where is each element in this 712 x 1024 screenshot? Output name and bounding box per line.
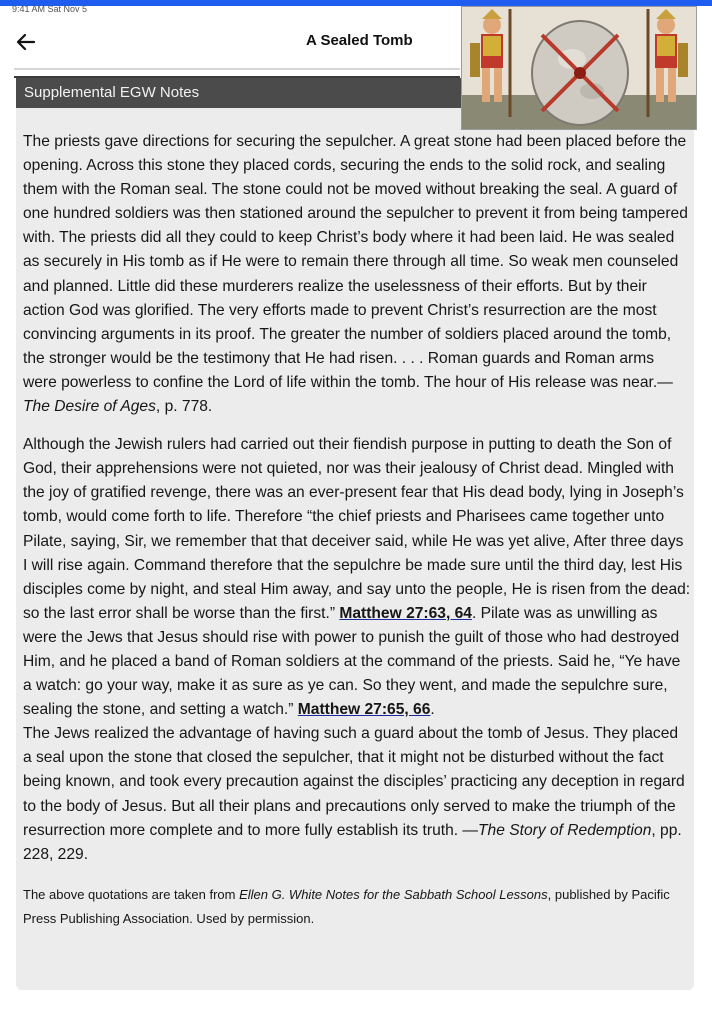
scripture-link[interactable]: Matthew 27:65, 66: [297, 701, 431, 719]
source-page: , pp. 228, 229.: [23, 821, 682, 863]
scripture-link[interactable]: Matthew 27:63, 64: [339, 604, 472, 622]
source-title: The Story of Redemption: [478, 821, 652, 839]
paragraph: [23, 130, 691, 419]
paragraph-text: The priests gave directions for securing the sepulcher. A great stone had been placed before the opening. Across this stone they placed cords, securing the ends to the solid rock, and sealing them with the Roman seal. The stone could not be moved without breaking the seal. A guard of one hundred soldiers was then stationed around the sepulcher to prevent it from being tampered with. The priests did all they could to keep Christ’s body where it had been laid. He was sealed as securely in His tomb as if He were to remain there through all time. So weak men counseled and planned. Little did these murderers realize the uselessness of their efforts. But by their action God was glorified. The very efforts made to prevent Christ’s resurrection are the most convincing arguments in its proof. The greater the number of soldiers placed around the tomb, the stronger would be the testimony that He had risen. . . . Roman guards and Roman arms were powerless to confine the Lord of life within the tomb. The hour of His release was near.—: [23, 133, 688, 391]
divider: [14, 68, 460, 70]
section-title: Supplemental EGW Notes: [24, 84, 200, 101]
paragraph: [23, 433, 691, 722]
page-title: A Sealed Tomb: [306, 32, 413, 49]
lesson-image[interactable]: [461, 6, 697, 130]
attribution-book: Ellen G. White Notes for the Sabbath School Lessons: [239, 886, 548, 902]
status-bar: 9:41 AM Sat Nov 5: [12, 4, 88, 14]
article-body: [23, 130, 691, 931]
paragraph-text: . Pilate was as unwilling as were the Jews that Jesus should rise with power to punish the guilt of those who had destroyed Him, and he placed a band of Roman soldiers at the command of the priests. Said he, “Ye have a watch: go your way, make it as sure as ye can. So they went, and made the sepulchre sure, sealing the stone, and setting a watch.”: [23, 604, 681, 719]
paragraph: [23, 722, 691, 867]
attribution-note: [23, 883, 691, 931]
paragraph-text: Although the Jewish rulers had carried out their fiendish purpose in putting to death the Son of God, their apprehensions were not quieted, nor was their jealousy of Christ dead. Mingled with the joy of gratified revenge, there was an ever-present fear that His dead body, lying in Joseph’s tomb, would come forth to life. Therefore “the chief priests and Pharisees came together unto Pilate, saying, Sir, we remember that that deceiver said, while He was yet alive, After three days I will rise again. Command therefore that the sepulchre be made sure until the third day, lest His disciples come by night, and steal Him away, and say unto the people, He is risen from the dead: so the last error shall be worse than the first.”: [23, 436, 691, 622]
attribution-text: , published by Pacific Press Publishing Association. Used by permission.: [23, 886, 670, 926]
sealed-tomb-illustration: [462, 7, 697, 130]
attribution-text: The above quotations are taken from: [23, 886, 240, 902]
paragraph-text: .: [430, 701, 435, 719]
source-title: The Desire of Ages: [23, 398, 156, 416]
paragraph-text: The Jews realized the advantage of having such a guard about the tomb of Jesus. They placed a seal upon the stone that closed the sepulcher, that it might not be disturbed without the fact being known, and took every precaution against the disciples’ practicing any deception in regard to the body of Jesus. But all their plans and precautions only served to make the triumph of the resurrection more complete and to more fully establish its truth. —: [23, 725, 685, 839]
source-page: , p. 778.: [155, 398, 213, 416]
back-button[interactable]: [14, 30, 38, 54]
section-header: [16, 78, 462, 108]
arrow-left-icon: [14, 30, 38, 54]
